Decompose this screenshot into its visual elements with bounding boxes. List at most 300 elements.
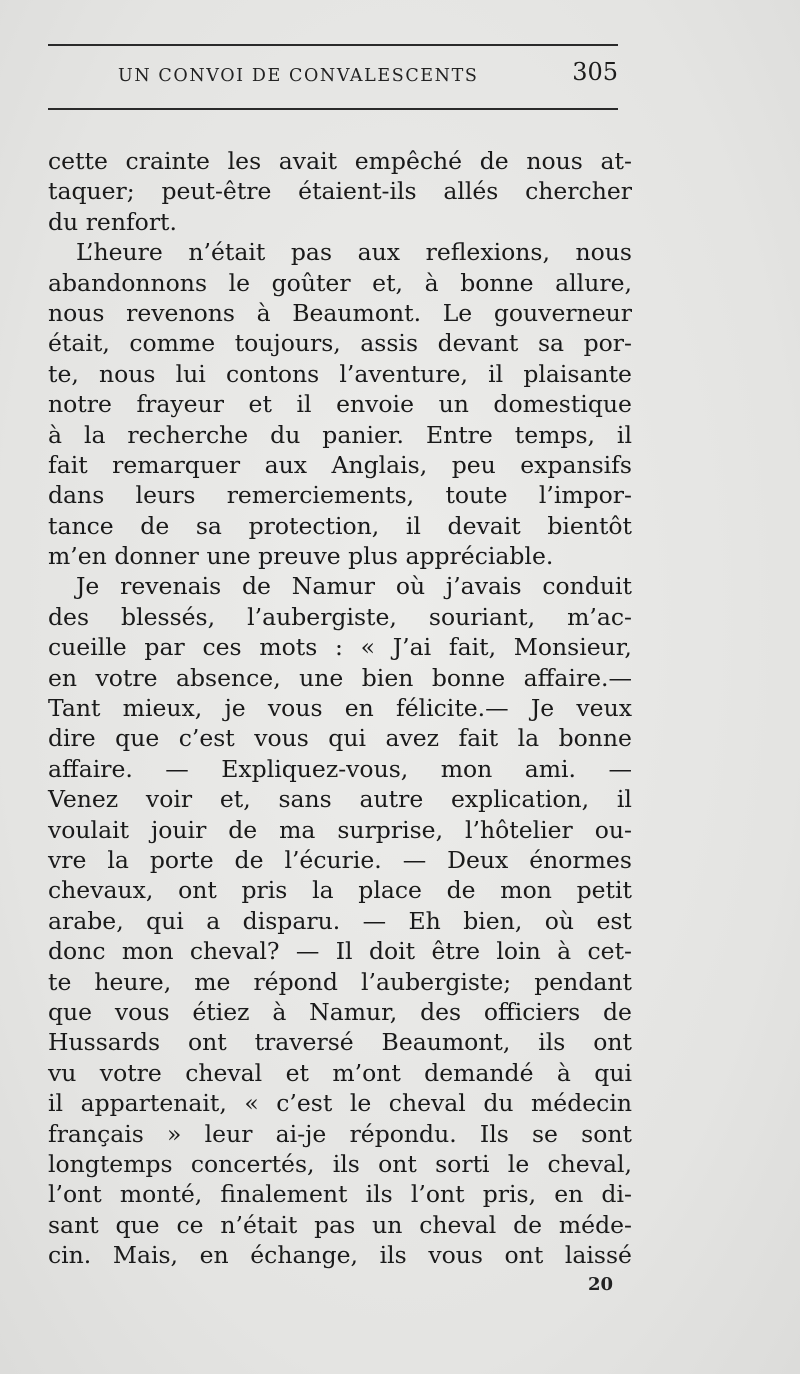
word: vous bbox=[254, 724, 309, 753]
word: absence, bbox=[175, 663, 281, 692]
word: n’était bbox=[188, 238, 266, 267]
word: demandé bbox=[424, 1058, 534, 1087]
text-line bbox=[48, 723, 632, 753]
word: « bbox=[244, 1089, 259, 1118]
word: l’hôtelier bbox=[464, 815, 573, 844]
word: une bbox=[206, 542, 251, 571]
word: sa bbox=[537, 329, 565, 358]
word: cette bbox=[48, 147, 108, 175]
signature-mark: 20 bbox=[588, 1274, 614, 1295]
word: donc bbox=[48, 937, 106, 966]
word: Deux bbox=[447, 845, 509, 874]
body-text bbox=[48, 146, 632, 1270]
text-line bbox=[48, 1027, 632, 1057]
word: répond bbox=[253, 967, 338, 996]
word: donner bbox=[114, 542, 199, 571]
word: que bbox=[115, 724, 160, 753]
word: petit bbox=[576, 876, 632, 905]
word: pendant bbox=[534, 967, 632, 996]
word: nous bbox=[526, 147, 583, 175]
word: à bbox=[556, 1058, 571, 1087]
word: de bbox=[242, 572, 271, 601]
word: fait, bbox=[448, 633, 497, 662]
word: à bbox=[256, 298, 271, 327]
word: concertés, bbox=[190, 1149, 315, 1178]
word: la bbox=[107, 845, 129, 874]
word: porte bbox=[149, 845, 214, 874]
word: envoie bbox=[336, 390, 414, 419]
word: aux bbox=[264, 450, 308, 479]
word: de bbox=[602, 997, 632, 1026]
word: explication, bbox=[451, 785, 590, 814]
word: sant bbox=[48, 1210, 99, 1239]
word: votre bbox=[99, 1058, 162, 1087]
word: remarquer bbox=[112, 450, 241, 479]
header-rule-top bbox=[48, 44, 618, 46]
word: l’aventure, bbox=[339, 359, 468, 388]
word: une bbox=[299, 663, 344, 692]
text-line bbox=[48, 1088, 632, 1118]
word: L’heure bbox=[76, 238, 163, 267]
word: traversé bbox=[254, 1028, 354, 1057]
word: preuve bbox=[258, 542, 341, 571]
text-line bbox=[48, 237, 632, 267]
word: — bbox=[295, 937, 320, 966]
word: arabe, bbox=[48, 906, 124, 935]
word: en bbox=[199, 1241, 229, 1270]
running-title: UN CONVOI DE CONVALESCENTS bbox=[118, 66, 479, 86]
word: veux bbox=[576, 694, 632, 723]
word: bonne bbox=[431, 663, 506, 692]
word: ces bbox=[202, 633, 242, 662]
word: empêché bbox=[354, 147, 463, 175]
word: à bbox=[557, 937, 572, 966]
word: en bbox=[344, 694, 374, 723]
word: vre bbox=[48, 845, 87, 874]
word: renfort. bbox=[85, 207, 177, 236]
word: de bbox=[140, 511, 170, 540]
word: notre bbox=[48, 390, 112, 419]
word: leurs bbox=[135, 481, 196, 510]
word: la bbox=[312, 876, 334, 905]
word: souriant, bbox=[428, 602, 536, 631]
word: mieux, bbox=[122, 694, 203, 723]
text-line bbox=[48, 602, 632, 632]
word: c’est bbox=[276, 1089, 333, 1118]
word: crainte bbox=[125, 147, 210, 175]
word: » bbox=[167, 1119, 182, 1148]
text-line bbox=[48, 754, 632, 784]
word: officiers bbox=[483, 997, 581, 1026]
word: temps, bbox=[514, 420, 595, 449]
word: place bbox=[358, 876, 422, 905]
word: Expliquez-vous, bbox=[221, 754, 409, 783]
word: Tant bbox=[48, 694, 101, 723]
word: ont bbox=[178, 876, 217, 905]
word: votre bbox=[95, 663, 158, 692]
word: « bbox=[360, 633, 376, 662]
word: : bbox=[334, 633, 343, 662]
word: c’est bbox=[178, 724, 235, 753]
word: recherche bbox=[127, 420, 249, 449]
word: gouverneur bbox=[493, 298, 632, 327]
word: disparu. bbox=[242, 906, 341, 935]
word: médecin bbox=[531, 1089, 632, 1118]
word: — bbox=[608, 754, 632, 783]
word: du bbox=[270, 420, 301, 449]
word: cheval bbox=[388, 1089, 466, 1118]
word: sa bbox=[195, 511, 222, 540]
word: Je bbox=[76, 572, 100, 601]
word: du bbox=[48, 207, 79, 236]
word: blessés, bbox=[121, 602, 216, 631]
word: et bbox=[285, 1058, 309, 1087]
word: ont bbox=[378, 1149, 417, 1178]
word: en bbox=[554, 1180, 584, 1209]
word: par bbox=[144, 633, 185, 662]
text-line bbox=[48, 541, 632, 571]
word: mon bbox=[121, 937, 174, 966]
word: avez bbox=[385, 724, 440, 753]
word: leur bbox=[204, 1119, 253, 1148]
word: ils bbox=[365, 1180, 393, 1209]
word: remerciements, bbox=[226, 481, 415, 510]
word: se bbox=[531, 1119, 558, 1148]
text-line bbox=[48, 298, 632, 328]
word: Il bbox=[335, 937, 353, 966]
word: abandonnons bbox=[48, 268, 208, 297]
word: affaire. bbox=[48, 754, 133, 783]
text-line bbox=[48, 420, 632, 450]
word: vous bbox=[267, 694, 323, 723]
word: mon bbox=[500, 876, 552, 905]
word: ou- bbox=[594, 815, 632, 844]
word: voir bbox=[145, 785, 193, 814]
word: échange, bbox=[250, 1241, 359, 1270]
word: pas bbox=[290, 238, 333, 267]
word: et, bbox=[372, 268, 403, 297]
word: assis bbox=[360, 329, 419, 358]
running-head bbox=[48, 58, 618, 96]
word: ce bbox=[176, 1210, 204, 1239]
word: affaire.— bbox=[523, 663, 632, 692]
text-line bbox=[48, 663, 632, 693]
word: toujours, bbox=[234, 329, 341, 358]
word: panier. bbox=[322, 420, 405, 449]
word: bien bbox=[361, 663, 414, 692]
word: Anglais, bbox=[331, 450, 428, 479]
text-line bbox=[48, 328, 632, 358]
word: de bbox=[228, 815, 258, 844]
word: Namur bbox=[291, 572, 375, 601]
word: m’en bbox=[48, 542, 107, 571]
word: il bbox=[616, 785, 632, 814]
word: protection, bbox=[248, 511, 380, 540]
word: expansifs bbox=[520, 450, 632, 479]
word: Entre bbox=[425, 420, 493, 449]
word: bonne bbox=[558, 724, 632, 753]
word: voulait bbox=[48, 815, 130, 844]
word: que bbox=[48, 997, 93, 1026]
word: ont bbox=[504, 1241, 544, 1270]
word: le bbox=[349, 1089, 372, 1118]
text-line bbox=[48, 875, 632, 905]
word: bonne bbox=[460, 268, 534, 297]
word: chercher bbox=[525, 177, 632, 206]
word: à bbox=[272, 997, 287, 1026]
word: chevaux, bbox=[48, 876, 154, 905]
word: conduit bbox=[542, 572, 632, 601]
word: l’aubergiste; bbox=[361, 967, 512, 996]
word: mon bbox=[440, 754, 493, 783]
word: mots bbox=[259, 633, 318, 662]
text-line bbox=[48, 784, 632, 814]
word: Mais, bbox=[112, 1241, 179, 1270]
word: de bbox=[446, 876, 476, 905]
word: français bbox=[48, 1119, 144, 1148]
word: devait bbox=[447, 511, 521, 540]
word: comme bbox=[129, 329, 216, 358]
word: il bbox=[616, 420, 632, 449]
word: l’ont bbox=[410, 1180, 465, 1209]
word: — bbox=[402, 845, 427, 874]
word: je bbox=[224, 694, 246, 723]
word: taquer; bbox=[48, 177, 135, 206]
word: Le bbox=[442, 298, 473, 327]
word: il bbox=[296, 390, 312, 419]
word: devant bbox=[437, 329, 519, 358]
word: des bbox=[48, 602, 90, 631]
word: les bbox=[227, 147, 262, 175]
word: revenais bbox=[120, 572, 222, 601]
text-line bbox=[48, 1149, 632, 1179]
word: a bbox=[206, 906, 221, 935]
word: de bbox=[513, 1210, 543, 1239]
word: pris, bbox=[482, 1180, 537, 1209]
word: cheval, bbox=[547, 1149, 632, 1178]
word: cueille bbox=[48, 633, 127, 662]
word: lui bbox=[175, 359, 206, 388]
word: un bbox=[438, 390, 469, 419]
word: l’impor- bbox=[538, 481, 632, 510]
word: il bbox=[48, 1089, 64, 1118]
word: du bbox=[483, 1089, 514, 1118]
header-rule-bottom bbox=[48, 108, 618, 110]
word: Hussards bbox=[48, 1028, 161, 1057]
word: méde- bbox=[558, 1210, 632, 1239]
word: un bbox=[372, 1210, 403, 1239]
word: appartenait, bbox=[80, 1089, 227, 1118]
word: goûter bbox=[271, 268, 351, 297]
word: di- bbox=[601, 1180, 632, 1209]
word: Beaumont, bbox=[381, 1028, 511, 1057]
word: longtemps bbox=[48, 1149, 173, 1178]
word: jouir bbox=[150, 815, 207, 844]
text-line bbox=[48, 1240, 632, 1270]
word: nous bbox=[575, 238, 632, 267]
word: étiez bbox=[192, 997, 250, 1026]
word: ils bbox=[538, 1028, 566, 1057]
word: vous bbox=[114, 997, 170, 1026]
word: fait bbox=[48, 450, 88, 479]
word: qui bbox=[594, 1058, 632, 1087]
text-line bbox=[48, 1179, 632, 1209]
word: frayeur bbox=[136, 390, 224, 419]
word: revenons bbox=[126, 298, 235, 327]
text-line bbox=[48, 359, 632, 389]
word: peu bbox=[451, 450, 496, 479]
word: doit bbox=[368, 937, 416, 966]
word: ont bbox=[187, 1028, 227, 1057]
word: pas bbox=[314, 1210, 356, 1239]
word: contons bbox=[226, 359, 320, 388]
word: Eh bbox=[408, 906, 441, 935]
text-line bbox=[48, 146, 632, 176]
word: l’écurie. bbox=[284, 845, 382, 874]
word: vous bbox=[428, 1241, 483, 1270]
text-line bbox=[48, 967, 632, 997]
text-line bbox=[48, 693, 632, 723]
word: que bbox=[115, 1210, 160, 1239]
word: nous bbox=[99, 359, 156, 388]
word: des bbox=[420, 997, 462, 1026]
word: m’ac- bbox=[567, 602, 632, 631]
text-line bbox=[48, 571, 632, 601]
word: le bbox=[228, 268, 251, 297]
word: qui bbox=[328, 724, 366, 753]
word: sont bbox=[581, 1119, 632, 1148]
word: la bbox=[83, 420, 106, 449]
word: il bbox=[488, 359, 504, 388]
word: monté, bbox=[119, 1180, 203, 1209]
word: autre bbox=[359, 785, 424, 814]
word: ami. bbox=[524, 754, 576, 783]
word: et bbox=[248, 390, 272, 419]
word: allure, bbox=[555, 268, 632, 297]
word: — bbox=[362, 906, 387, 935]
word: il bbox=[405, 511, 421, 540]
word: tance bbox=[48, 511, 114, 540]
word: cheval bbox=[419, 1210, 497, 1239]
word: j’avais bbox=[445, 572, 522, 601]
word: heure, bbox=[94, 967, 172, 996]
text-line bbox=[48, 511, 632, 541]
word: nous bbox=[48, 298, 105, 327]
text-line bbox=[48, 207, 632, 237]
word: cheval? bbox=[189, 937, 280, 966]
word: et, bbox=[219, 785, 251, 814]
word: cet- bbox=[587, 937, 632, 966]
word: à bbox=[48, 420, 63, 449]
word: dire bbox=[48, 724, 96, 753]
word: le bbox=[507, 1149, 530, 1178]
text-line bbox=[48, 1058, 632, 1088]
word: at- bbox=[600, 147, 632, 175]
word: ma bbox=[279, 815, 316, 844]
text-line bbox=[48, 389, 632, 419]
word: ils bbox=[332, 1149, 360, 1178]
word: ai-je bbox=[275, 1119, 327, 1148]
word: toute bbox=[445, 481, 508, 510]
text-line bbox=[48, 936, 632, 966]
word: Venez bbox=[48, 785, 119, 814]
word: est bbox=[596, 906, 632, 935]
word: fait bbox=[458, 724, 499, 753]
word: qui bbox=[146, 906, 184, 935]
word: bien, bbox=[463, 906, 523, 935]
word: te, bbox=[48, 359, 79, 388]
word: l’aubergiste, bbox=[247, 602, 397, 631]
word: de bbox=[479, 147, 509, 175]
word: sans bbox=[278, 785, 332, 814]
word: de bbox=[234, 845, 264, 874]
word: Beaumont. bbox=[292, 298, 422, 327]
word: surprise, bbox=[337, 815, 444, 844]
page-number: 305 bbox=[572, 58, 618, 86]
word: laissé bbox=[564, 1241, 632, 1270]
word: à bbox=[424, 268, 439, 297]
text-line bbox=[48, 632, 632, 662]
word: — bbox=[165, 754, 189, 783]
word: domestique bbox=[493, 390, 632, 419]
word: sorti bbox=[435, 1149, 490, 1178]
word: aux bbox=[357, 238, 401, 267]
text-line bbox=[48, 997, 632, 1027]
word: bientôt bbox=[547, 511, 632, 540]
text-line bbox=[48, 906, 632, 936]
word: finalement bbox=[220, 1180, 348, 1209]
word: étaient-ils bbox=[298, 177, 417, 206]
word: te bbox=[48, 967, 72, 996]
text-line bbox=[48, 176, 632, 206]
word: en bbox=[48, 663, 78, 692]
word: peut-être bbox=[161, 177, 272, 206]
word: plus bbox=[348, 542, 398, 571]
word: où bbox=[544, 906, 575, 935]
word: énormes bbox=[529, 845, 632, 874]
word: plaisante bbox=[523, 359, 632, 388]
word: Namur, bbox=[309, 997, 398, 1026]
text-line bbox=[48, 480, 632, 510]
word: vu bbox=[48, 1058, 77, 1087]
word: allés bbox=[443, 177, 499, 206]
word: m’ont bbox=[332, 1058, 401, 1087]
word: avait bbox=[278, 147, 338, 175]
word: ils bbox=[379, 1241, 407, 1270]
word: reflexions, bbox=[425, 238, 550, 267]
word: félicite.— bbox=[396, 694, 509, 723]
word: dans bbox=[48, 481, 105, 510]
word: loin bbox=[496, 937, 541, 966]
word: être bbox=[431, 937, 480, 966]
word: Monsieur, bbox=[513, 633, 632, 662]
text-line bbox=[48, 1119, 632, 1149]
word: cin. bbox=[48, 1241, 92, 1270]
word: ont bbox=[593, 1028, 632, 1057]
word: Ils bbox=[479, 1119, 509, 1148]
word: était, bbox=[48, 329, 110, 358]
word: J’ai bbox=[392, 633, 432, 662]
word: Je bbox=[530, 694, 555, 723]
word: l’ont bbox=[48, 1180, 102, 1209]
text-line bbox=[48, 450, 632, 480]
word: appréciable. bbox=[405, 542, 554, 571]
word: pris bbox=[241, 876, 288, 905]
word: répondu. bbox=[349, 1119, 457, 1148]
text-line bbox=[48, 845, 632, 875]
word: me bbox=[194, 967, 231, 996]
word: où bbox=[395, 572, 426, 601]
